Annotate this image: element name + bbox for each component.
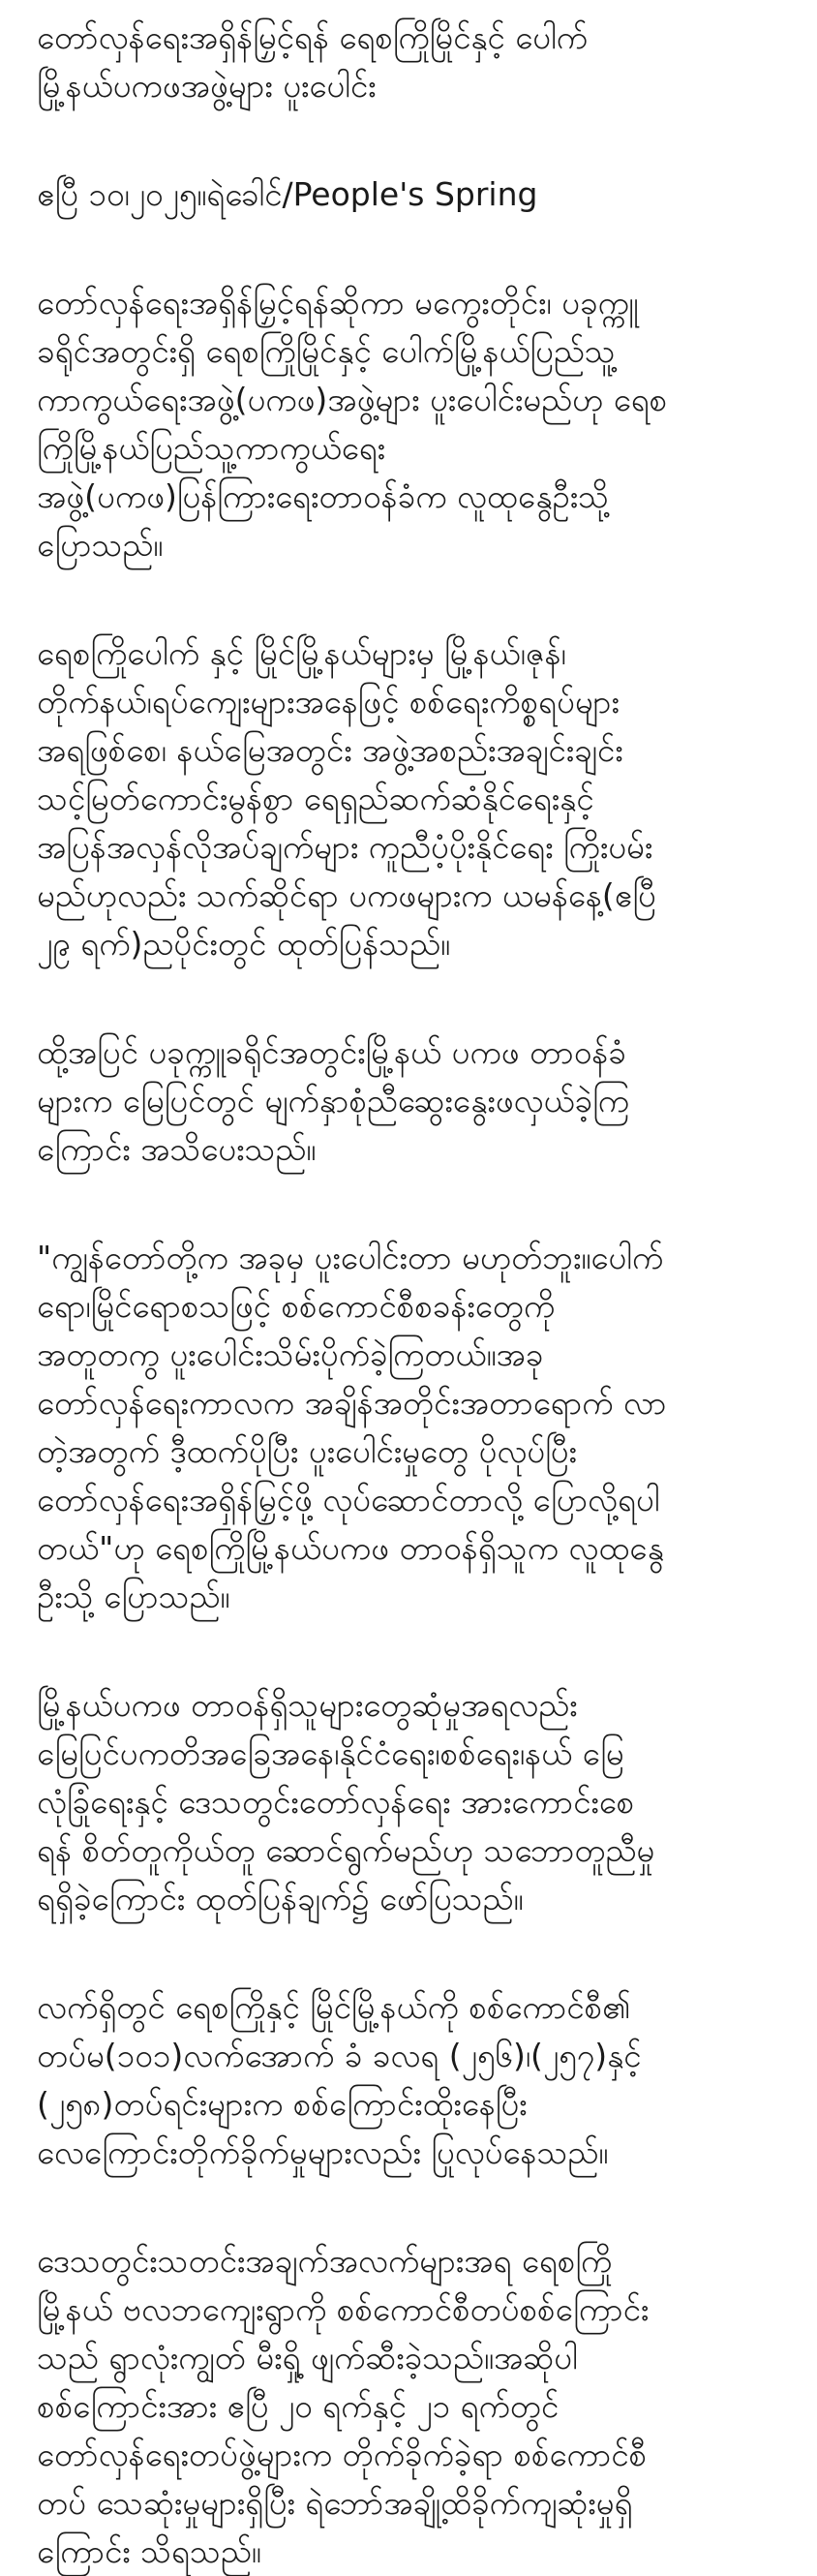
article-dateline: ဧပြီ ၁၀၊၂၀၂၅။ရဲခေါင်/People's Spring — [37, 175, 538, 213]
paragraph-5: မြို့နယ်ပကဖ တာဝန်ရှိသူများတွေဆုံမှုအရလည်း မြေပြင်ပကတိအခြေအနေ၊နိုင်ငံရေး၊စစ်ရေး၊နယ် မြေ လုံခြုံရေးနှင့် ဒေသတွင်းတော်လှန်ရေး အားကောင်းစေ ရန် စိတ်တူကိုယ်တူ ဆောင်ရွက်မည်ဟု သဘောတူညီမှု ရရှိခဲ့ကြောင်း ထုတ်ပြန်ချက်၌ ဖော်ပြသည်။ — [37, 1686, 655, 1917]
paragraph-2: ရေစကြိုပေါက် နှင့် မြိုင်မြို့နယ်များမှ မြို့နယ်၊ဇုန်၊ တိုက်နယ်၊ရပ်ကျေးများအနေဖြင့် စစ်ရေးကိစ္စရပ်များ အရဖြစ်စေ၊ နယ်မြေအတွင်း အဖွဲ့အစည်းအချင်းချင်း သင့်မြတ်ကောင်းမွန်စွာ ရေရှည်ဆက်ဆံနိုင်ရေးနှင့် အပြန်အလှန်လိုအပ်ချက်များ ကူညီပံ့ပိုးနိုင်ရေး ကြိုးပမ်း မည်ဟုလည်း သက်ဆိုင်ရာ ပကဖများက ယမန်နေ့(ဧပြီ ၂၉ ရက်)ညပိုင်းတွင် ထုတ်ပြန်သည်။ — [37, 634, 656, 963]
article-headline: တော်လှန်ရေးအရှိန်မြှင့်ရန် ရေစကြိုမြိုင်နှင့် ပေါက် မြို့နယ်ပကဖအဖွဲ့များ ပူးပေါင်း — [37, 18, 588, 105]
paragraph-6: လက်ရှိတွင် ရေစကြိုနှင့် မြိုင်မြို့နယ်ကို စစ်ကောင်စီ၏ တပ်မ(၁၀၁)လက်အောက် ခံ ခလရ (၂၅၆)၊(၂၅၇)နှင့် (၂၅၈)တပ်ရင်းများက စစ်ကြောင်းထိုးနေပြီး လေကြောင်းတိုက်ခိုက်မှုများလည်း ပြုလုပ်နေသည်။ — [37, 1988, 642, 2171]
paragraph-1: တော်လှန်ရေးအရှိန်မြှင့်ရန်ဆိုကာ မကွေးတိုင်း၊ ပခုက္ကူ ခရိုင်အတွင်းရှိ ရေစကြိုမြိုင်နှင့် ပေါက်မြို့နယ်ပြည်သူ့ ကာကွယ်ရေးအဖွဲ့(ပကဖ)အဖွဲ့များ ပူးပေါင်းမည်ဟု ရေစ ကြိုမြို့နယ်ပြည်သူ့ကာကွယ်ရေး အဖွဲ့(ပကဖ)ပြန်ကြားရေးတာဝန်ခံက လူထုနွေဦးသို့ ပြောသည်။ — [37, 284, 668, 564]
paragraph-4-quote: "ကျွန်တော်တို့က အခုမှ ပူးပေါင်းတာ မဟုတ်ဘူး။ပေါက် ရော၊မြိုင်ရောစသဖြင့် စစ်ကောင်စီစခန်းတွေကို အတူတကွ ပူးပေါင်းသိမ်းပိုက်ခဲ့ကြတယ်။အခု တော်လှန်ရေးကာလက အချိန်အတိုင်းအတာရောက် လာ တဲ့အတွက် ဒီ့ထက်ပိုပြီး ပူးပေါင်းမှုတွေ ပိုလုပ်ပြီး တော်လှန်ရေးအရှိန်မြှင့်ဖို့ လုပ်ဆောင်တာလို့ ပြောလို့ရပါ တယ်"ဟု ရေစကြိုမြို့နယ်ပကဖ တာဝန်ရှိသူက လူထုနွေ ဦးသို့ ပြောသည်။ — [37, 1239, 667, 1615]
paragraph-3: ထို့အပြင် ပခုက္ကူခရိုင်အတွင်းမြို့နယ် ပကဖ တာဝန်ခံ များက မြေပြင်တွင် မျက်နှာစုံညီဆွေးနွေးဖလှယ်ခဲ့ကြ ကြောင်း အသိပေးသည်။ — [37, 1033, 629, 1168]
paragraph-7: ဒေသတွင်းသတင်းအချက်အလက်များအရ ရေစကြို မြို့နယ် ဗလဘကျေးရွာကို စစ်ကောင်စီတပ်စစ်ကြောင်း သည် ရွာလုံးကျွတ် မီးရှို့ ဖျက်ဆီးခဲ့သည်။အဆိုပါ စစ်ကြောင်းအား ဧပြီ ၂၀ ရက်နှင့် ၂၁ ရက်တွင် တော်လှန်ရေးတပ်ဖွဲ့များက တိုက်ခိုက်ခဲ့ရာ စစ်ကောင်စီ တပ် သေဆုံးမှုများရှိပြီး ရဲဘော်အချို့ထိခိုက်ကျဆုံးမှုရှိ ကြောင်း သိရသည်။ — [37, 2242, 650, 2570]
